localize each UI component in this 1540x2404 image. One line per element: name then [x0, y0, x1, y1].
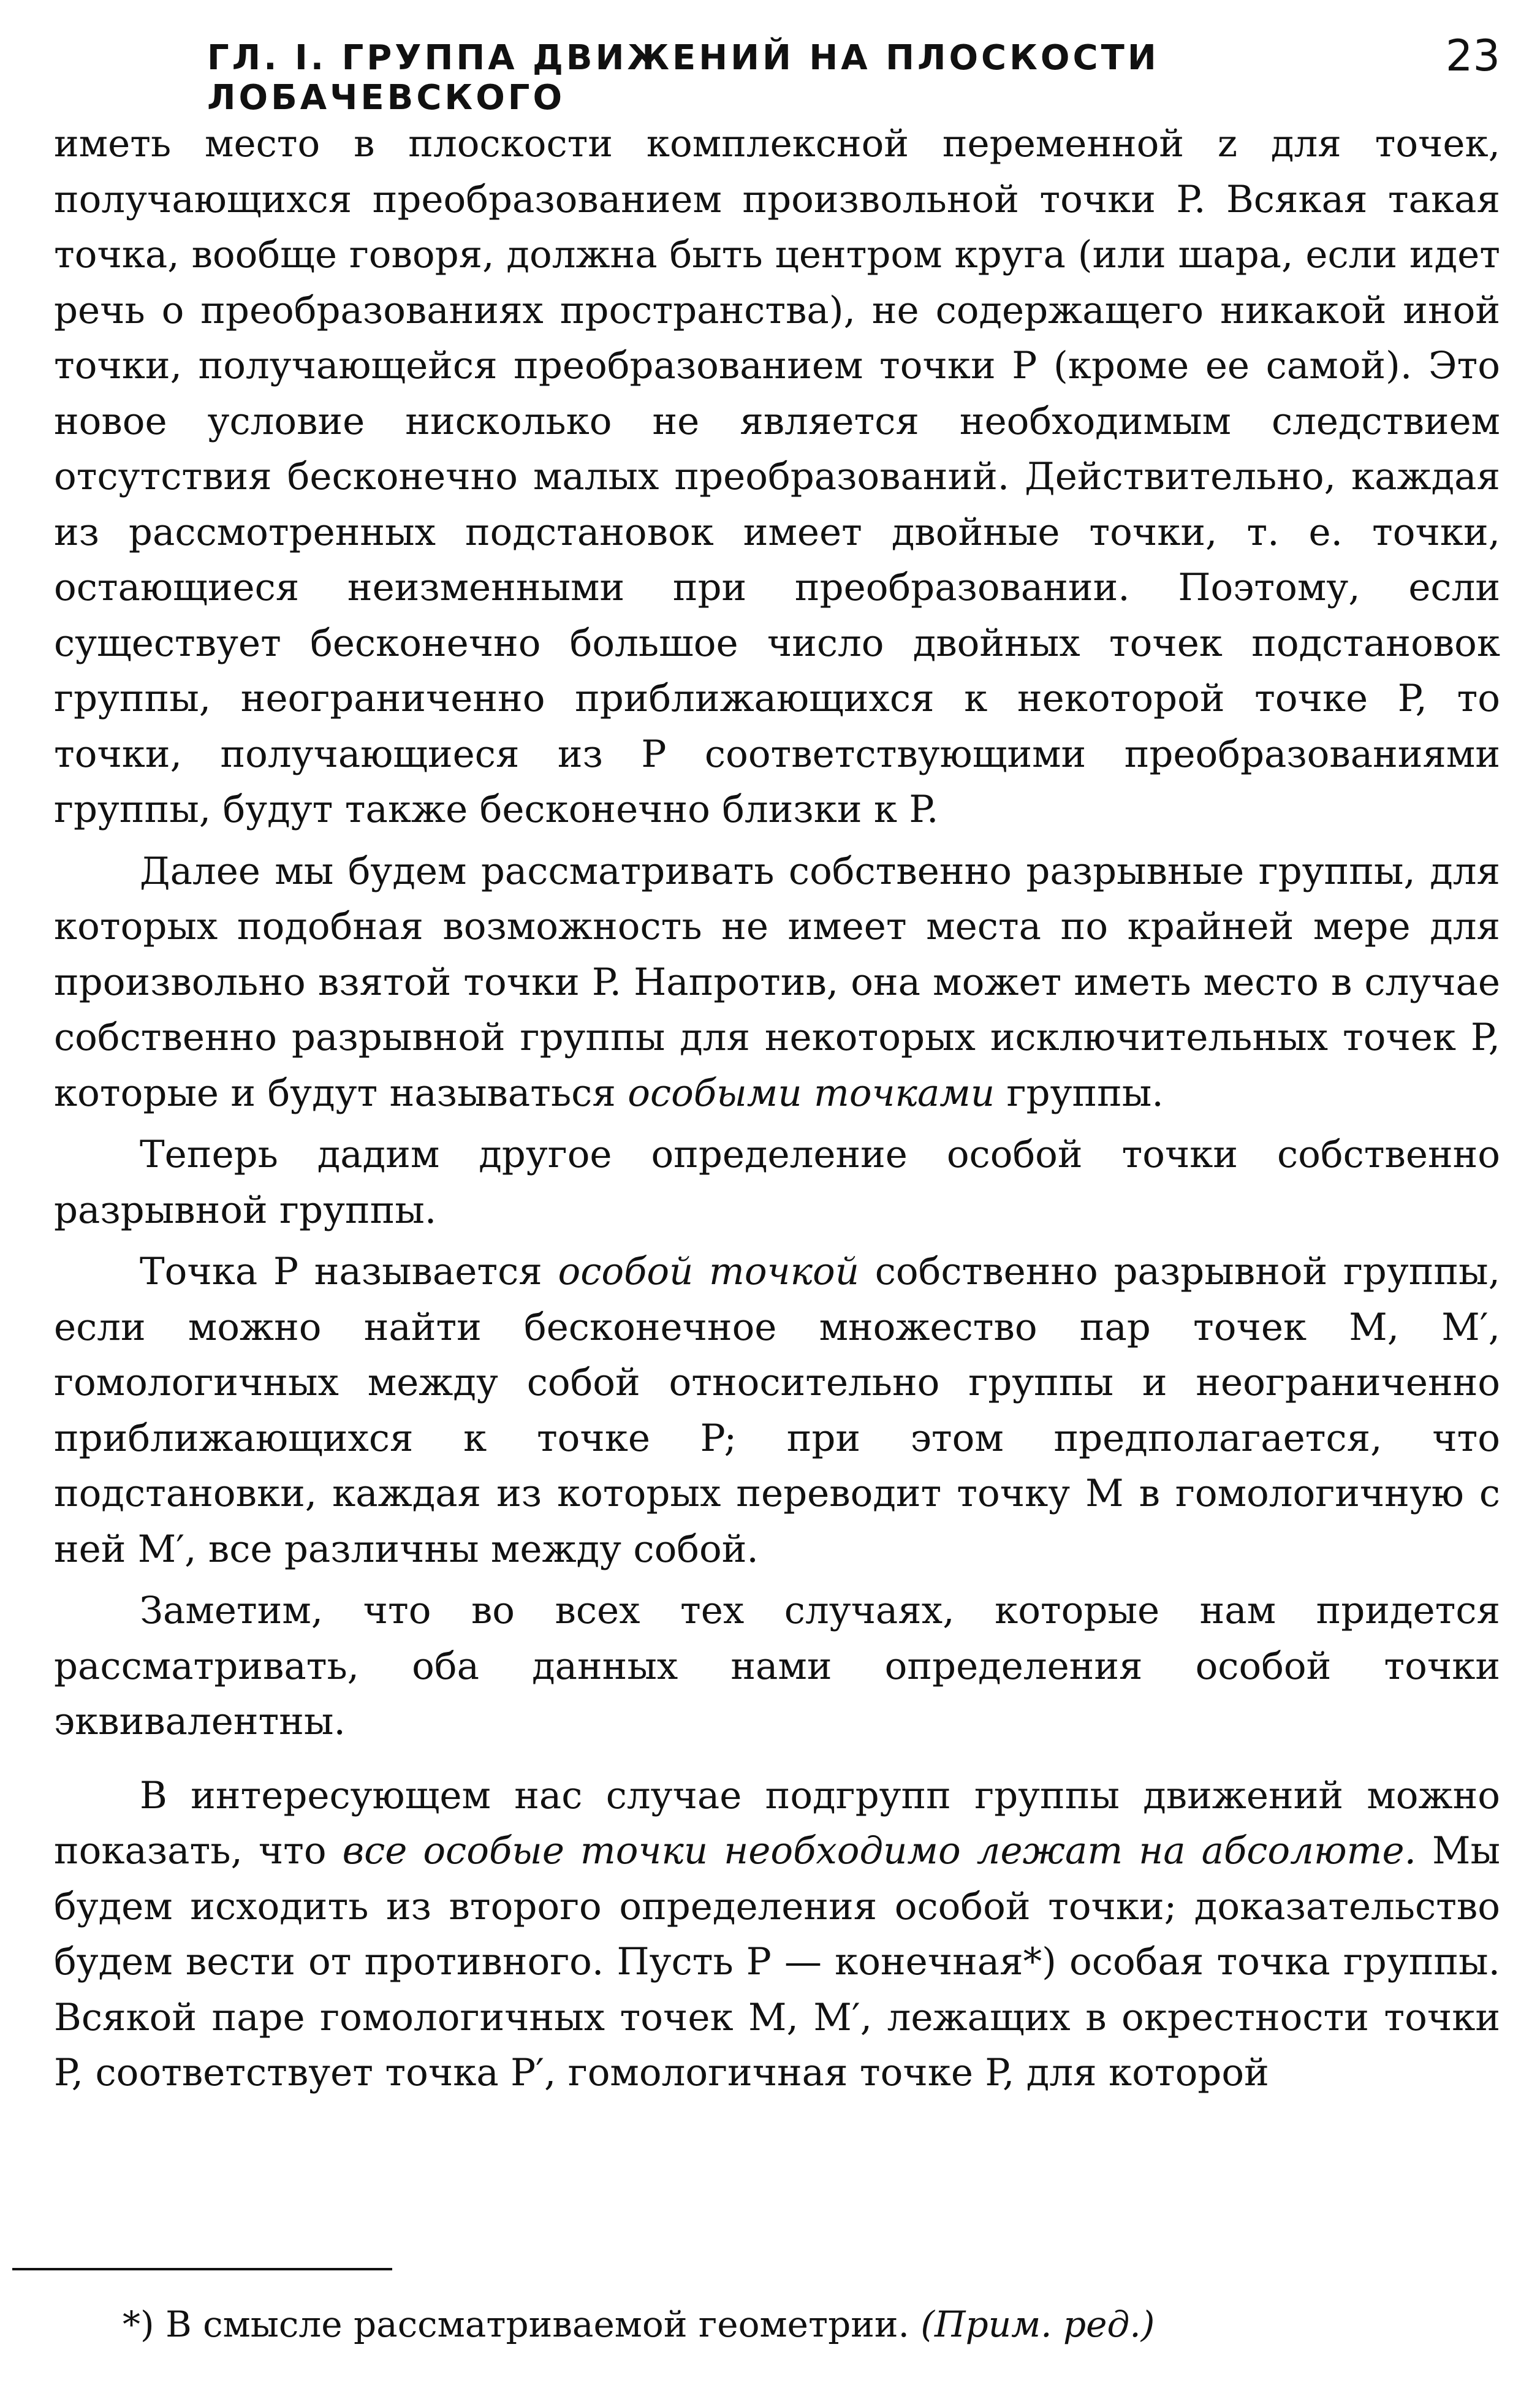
paragraph-text: иметь место в плоскости комплексной переменной z для точек, получающихся преобразованием произвольной точки P. Всякая такая точка, вообще говоря, должна быть центром круга (или шара, если идет речь о преобразованиях пространства), не содержащего никакой иной точки, получающейся преобразованием точки P (кроме ее самой). Это новое условие нисколько не является необходимым следствием отсутствия бесконечно малых преобразований. Действительно, каждая из рассмотренных подстановок имеет двойные точки, т. е. точки, остающиеся неизменными при преобразовании. Поэтому, если существует бесконечно большое число двойных точек подстановок группы, неограниченно приближающихся к некоторой точке P, то точки, получающиеся из P соответствующими преобразованиями группы, будут также бесконечно близки к P. — [54, 122, 1500, 831]
footnote-divider — [12, 2268, 392, 2270]
running-title: ГЛ. I. ГРУППА ДВИЖЕНИЙ НА ПЛОСКОСТИ ЛОБАЧЕВСКОГО — [207, 38, 1159, 118]
paragraph-text: собственно разрывной группы, если можно найти бесконечное множество пар точек M, M′, гомологичных между собой относительно группы и неограниченно приближающихся к точке P; при этом предполагается, что подстановки, каждая из которых переводит точку M в гомологичную с ней M′, все различны между собой. — [54, 1250, 1500, 1571]
paragraph-2 — [54, 844, 1500, 1122]
paragraph-text: группы. — [995, 1071, 1164, 1115]
emphasis-term: особой точкой — [558, 1250, 860, 1293]
footnote-text: В смысле рассматриваемой геометрии. — [165, 2303, 909, 2345]
paragraph-5 — [54, 1583, 1500, 1750]
paragraph-4 — [54, 1244, 1500, 1577]
paragraph-1 — [54, 116, 1500, 838]
footnote-marker: *) — [123, 2303, 154, 2345]
paragraph-6 — [54, 1768, 1500, 2101]
emphasis-statement: все особые точки необходимо лежат на абсолюте. — [342, 1829, 1417, 1873]
paragraph-text: Точка P называется — [140, 1250, 558, 1293]
editor-note: (Прим. ред.) — [920, 2303, 1155, 2345]
book-page — [54, 25, 1500, 2101]
paragraph-text: В интересующем нас случае подгрупп группы движений можно показать, что — [54, 1773, 1500, 1873]
emphasis-term: особыми точками — [628, 1071, 995, 1115]
paragraph-text: Мы будем исходить из второго определения особой точки; доказательство будем вести от противного. Пусть P — конечная*) особая точка группы. Всякой паре гомологичных точек M, M′, лежащих в окрестности точки P, соответствует точка P′, гомологичная точке P, для которой — [54, 1829, 1500, 2094]
paragraph-text: Заметим, что во всех тех случаях, которые нам придется рассматривать, оба данных нами определения особой точки эквивалентны. — [54, 1589, 1500, 1743]
paragraph-3 — [54, 1127, 1500, 1238]
footnote — [123, 2300, 1409, 2349]
body-text — [54, 116, 1500, 2101]
page-header — [54, 25, 1500, 116]
page-number: 23 — [1445, 31, 1500, 81]
paragraph-text: Далее мы будем рассматривать собственно разрывные группы, для которых подобная возможность не имеет места по крайней мере для произвольно взятой точки P. Напротив, она может иметь место в случае собственно разрывной группы для некоторых исключительных точек P, которые и будут называться — [54, 849, 1500, 1115]
paragraph-text: Теперь дадим другое определение особой точки собственно разрывной группы. — [54, 1133, 1500, 1232]
